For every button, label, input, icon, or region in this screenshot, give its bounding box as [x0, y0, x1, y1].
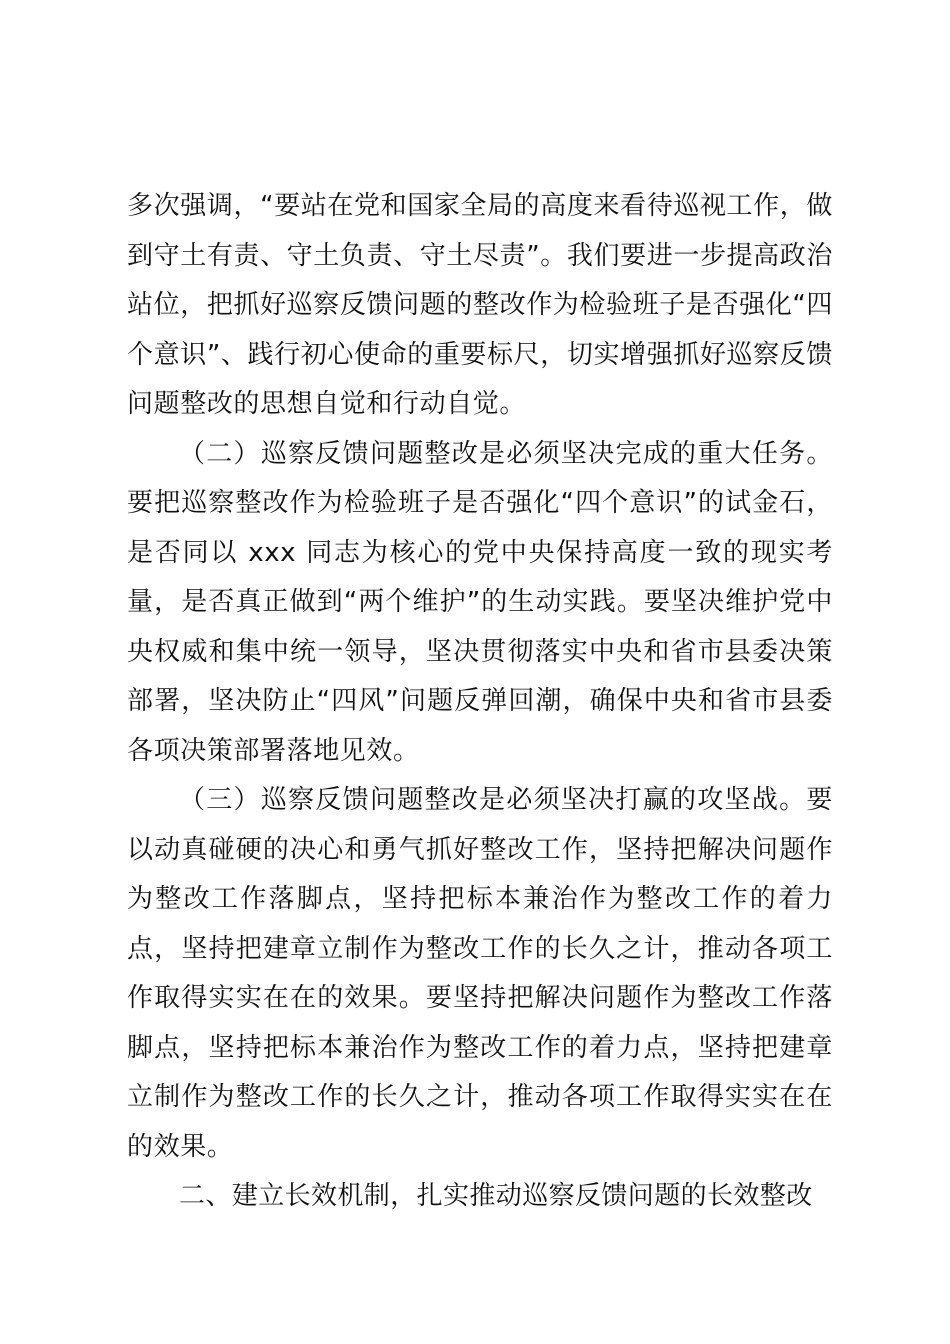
paragraph-continuation: 多次强调，“要站在党和国家全局的高度来看待巡视工作，做到守土有责、守土负责、守土尽责”。我们要进一步提高政治站位，把抓好巡察反馈问题的整改作为检验班子是否强化“四个意识”、践行初心使命的重要标尺，切实增强抓好巡察反馈问题整改的思想自觉和行动自觉。 [127, 191, 833, 419]
paragraph-section-two: （二）巡察反馈问题整改是必须坚决完成的重大任务。要把巡察整改作为检验班子是否强化“四个意识”的试金石，是否同以 xxx 同志为核心的党中央保持高度一致的现实考量，是否真正做到“两个维护”的生动实践。要坚决维护党中央权威和集中统一领导，坚决贯彻落实中央和省市县委决策部署，坚决防止“四风”问题反弹回潮，确保中央和省市县委各项决策部署落地见效。 [127, 438, 833, 766]
document-body [127, 182, 833, 1222]
section-heading: 二、建立长效机制，扎实推动巡察反馈问题的长效整改 [179, 1181, 813, 1211]
paragraph-section-three: （三）巡察反馈问题整改是必须坚决打赢的攻坚战。要以动真碰硬的决心和勇气抓好整改工作，坚持把解决问题作为整改工作落脚点，坚持把标本兼治作为整改工作的着力点，坚持把建章立制作为整改工作的长久之计，推动各项工作取得实实在在的效果。要坚持把解决问题作为整改工作落脚点，坚持把标本兼治作为整改工作的着力点，坚持把建章立制作为整改工作的长久之计，推动各项工作取得实实在在的效果。 [127, 785, 833, 1162]
